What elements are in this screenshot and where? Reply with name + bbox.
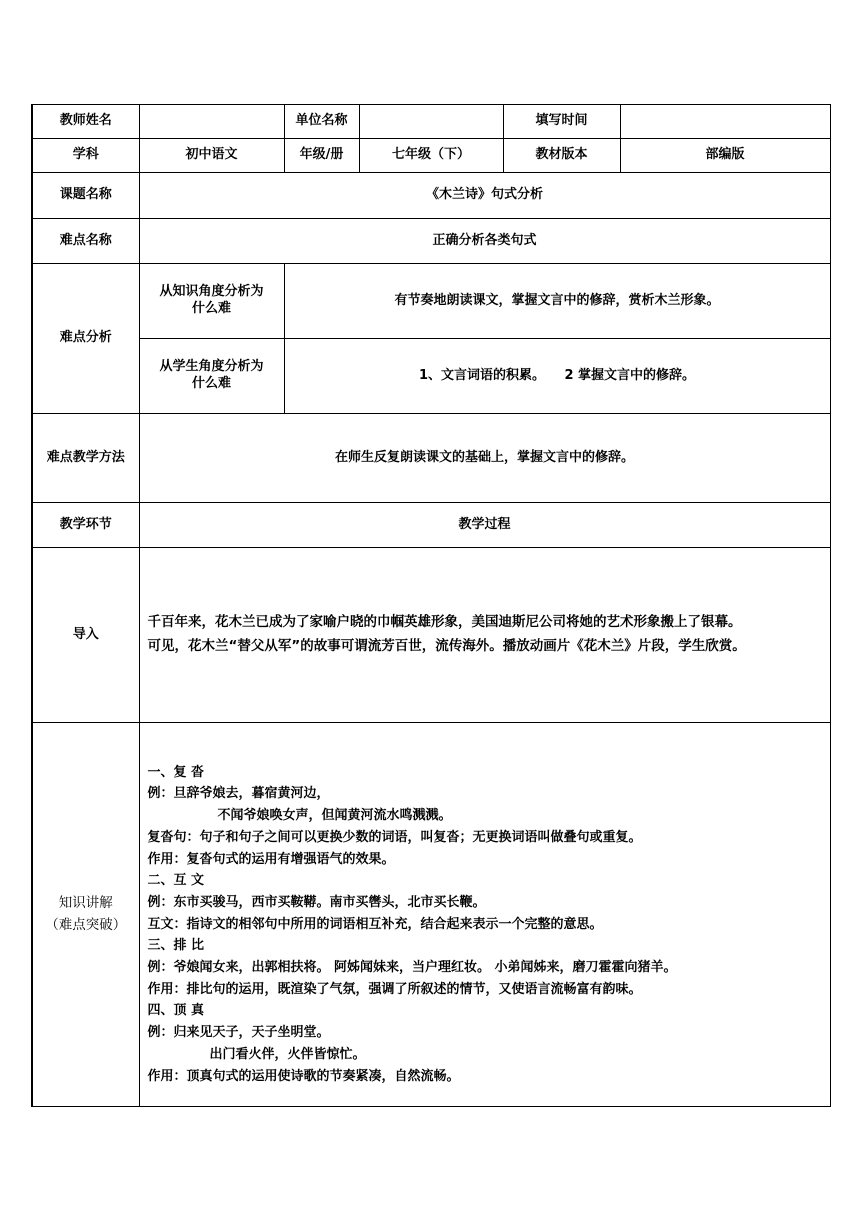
- date-label: 填写时间: [503, 105, 620, 139]
- process-header: 教学过程: [139, 503, 830, 548]
- effect-line: 作用：顶真句式的运用使诗歌的节奏紧凑，自然流畅。: [147, 1068, 460, 1084]
- process-header-row: [32, 503, 830, 548]
- subject-label: 学科: [32, 139, 139, 173]
- student-angle-value: 1、文言词语的积累。 2 掌握文言中的修辞。: [284, 339, 830, 414]
- intro-row: [32, 548, 830, 723]
- intro-content: [139, 548, 830, 723]
- section-heading-fuda: 一、复 沓: [147, 764, 205, 780]
- analysis-row-student: [32, 339, 830, 414]
- intro-line-2: 可见，花木兰“替父从军”的故事可谓流芳百世，流传海外。播放动画片《花木兰》片段，学生欣赏。: [147, 638, 746, 654]
- lesson-plan-table: [31, 104, 831, 1107]
- example-line: 例：归来见天子，天子坐明堂。: [147, 1025, 330, 1041]
- difficulty-label: 难点名称: [32, 219, 139, 264]
- grade-value: 七年级（下）: [359, 139, 503, 173]
- analysis-label: 难点分析: [32, 264, 139, 414]
- topic-row: [32, 173, 830, 219]
- method-label: 难点教学方法: [32, 414, 139, 503]
- student-angle-label: 从学生角度分析为什么难: [139, 339, 284, 414]
- effect-line: 作用：排比句的运用，既渲染了气氛，强调了所叙述的情节，又使语言流畅富有韵味。: [147, 981, 642, 997]
- knowledge-angle-label: 从知识角度分析为什么难: [139, 264, 284, 339]
- example-line-indent: 不闻爷娘唤女声，但闻黄河流水鸣溅溅。: [217, 808, 452, 824]
- grade-label: 年级/册: [284, 139, 359, 173]
- section-heading-dingzhen: 四、顶 真: [147, 1003, 205, 1019]
- subject-value: 初中语文: [139, 139, 284, 173]
- definition-line: 互文：指诗文的相邻句中所用的词语相互补充，结合起来表示一个完整的意思。: [147, 916, 603, 932]
- section-heading-huwen: 二、互 文: [147, 873, 205, 889]
- definition-line: 复沓句：句子和句子之间可以更换少数的词语，叫复沓；无更换词语叫做叠句或重复。: [147, 829, 642, 845]
- stage-header: 教学环节: [32, 503, 139, 548]
- knowledge-label-line-2: （难点突破）: [45, 916, 127, 933]
- edition-value: 部编版: [620, 139, 830, 173]
- effect-line: 作用：复沓句式的运用有增强语气的效果。: [147, 851, 395, 867]
- example-line: 例：旦辞爷娘去，暮宿黄河边，: [147, 786, 330, 802]
- knowledge-angle-value: 有节奏地朗读课文，掌握文言中的修辞，赏析木兰形象。: [284, 264, 830, 339]
- example-line: 例：爷娘闻女来，出郭相扶将。 阿姊闻妹来，当户理红妆。 小弟闻姊来，磨刀霍霍向猪羊。: [147, 960, 677, 976]
- difficulty-value: 正确分析各类句式: [139, 219, 830, 264]
- knowledge-text: [140, 742, 830, 1088]
- teacher-label: 教师姓名: [32, 105, 139, 139]
- topic-value: 《木兰诗》句式分析: [139, 173, 830, 219]
- method-value: 在师生反复朗读课文的基础上，掌握文言中的修辞。: [139, 414, 830, 503]
- teacher-value: [139, 105, 284, 139]
- header-row-1: [32, 105, 830, 139]
- knowledge-label: [32, 723, 139, 1107]
- date-value: [620, 105, 830, 139]
- knowledge-label-line-1: 知识讲解: [58, 894, 113, 911]
- analysis-row-knowledge: [32, 264, 830, 339]
- section-heading-paibi: 三、排 比: [147, 938, 205, 954]
- method-row: [32, 414, 830, 503]
- header-row-2: [32, 139, 830, 173]
- knowledge-row: [32, 723, 830, 1107]
- unit-value: [359, 105, 503, 139]
- example-line: 例：东市买骏马，西市买鞍鞯。南市买辔头，北市买长鞭。: [147, 894, 486, 910]
- intro-label: 导入: [32, 548, 139, 723]
- knowledge-content: [139, 723, 830, 1107]
- intro-line-1: 千百年来，花木兰已成为了家喻户晓的巾帼英雄形象，美国迪斯尼公司将她的艺术形象搬上了银幕。: [147, 614, 742, 631]
- edition-label: 教材版本: [503, 139, 620, 173]
- example-line-indent: 出门看火伴，火伴皆惊忙。: [209, 1046, 366, 1062]
- unit-label: 单位名称: [284, 105, 359, 139]
- topic-label: 课题名称: [32, 173, 139, 219]
- difficulty-row: [32, 219, 830, 264]
